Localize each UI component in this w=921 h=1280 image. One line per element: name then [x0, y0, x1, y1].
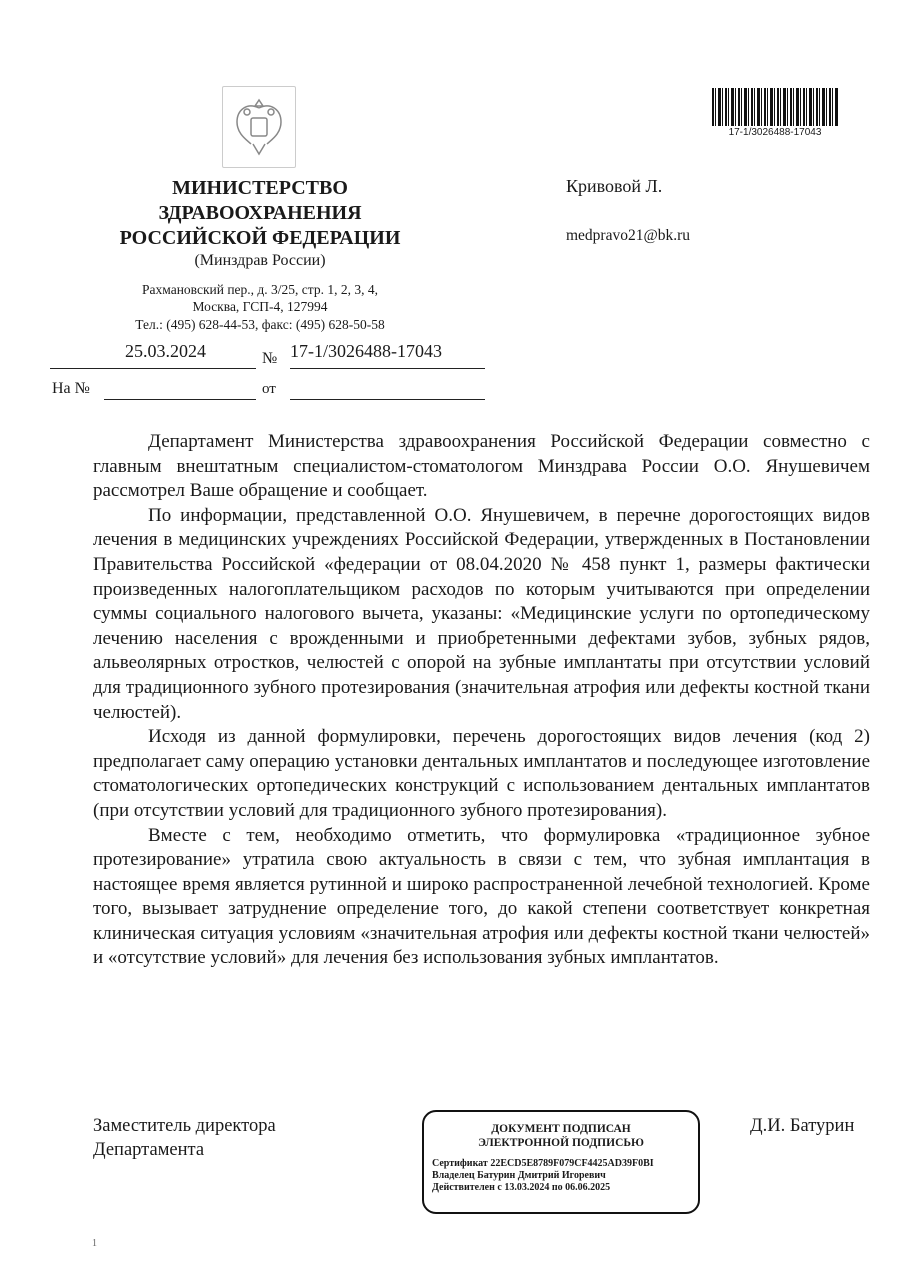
- address-line2: Москва, ГСП-4, 127994: [192, 299, 328, 314]
- org-short-name: (Минздрав России): [194, 252, 326, 269]
- position-line2: Департамента: [93, 1140, 205, 1160]
- paragraph: Исходя из данной формулировки, перечень дорогостоящих видов лечения (код 2) предполагает саму операцию установки дентальных имплантатов и последующее изготовление стоматологических ортопедических конструкций с использованием дентальных имплантатов (при отсутствии условий для традиционного зубного протезирования).: [93, 726, 870, 821]
- certificate-number: Сертификат 22ECD5E8789F079CF4425AD39F0BI: [432, 1158, 654, 1169]
- page-mark: 1: [92, 1238, 97, 1249]
- number-line: [290, 368, 485, 369]
- ref-date-line: [290, 399, 485, 400]
- from-label: от: [262, 381, 276, 397]
- paragraph: По информации, представленной О.О. Янушевичем, в перечне дорогостоящих видов лечения в медицинских учреждениях Российской Федерации, утвержденных в Постановлении Правительства Российской «федерации от 08.04.2020 № 458 пункт 1, размеры фактически произведенных налогоплательщиком расходов по которым учитываются при определении суммы социального налогового вычета, указаны: «Медицинские услуги по ортопедическому лечению населения с врожденными и приобретенными дефектами зубов, зубных рядов, альвеолярных отростков, челюстей с опорой на зубные имплантаты при отсутствии условий для традиционного зубного протезирования (значительная атрофия или дефекты костной ткани челюстей).: [93, 504, 870, 723]
- barcode-text: 17-1/3026488-17043: [728, 127, 822, 138]
- stamp-title-line1: ДОКУМЕНТ ПОДПИСАН: [491, 1123, 631, 1135]
- double-headed-eagle-icon: [229, 92, 289, 162]
- ref-number-line: [104, 399, 256, 400]
- barcode: [712, 88, 838, 126]
- document-date: 25.03.2024: [125, 341, 206, 361]
- electronic-signature-stamp: [422, 1110, 700, 1214]
- stamp-title-line2: ЭЛЕКТРОННОЙ ПОДПИСЬЮ: [478, 1137, 644, 1149]
- stamp-title: [424, 1122, 698, 1150]
- phone-fax: Тел.: (495) 628-44-53, факс: (495) 628-50-58: [135, 317, 385, 332]
- paragraph: Департамент Министерства здравоохранения Российской Федерации совместно с главным внештатным специалистом-стоматологом Минздрава России О.О. Янушевичем рассмотрел Ваше обращение и сообщает.: [93, 431, 870, 502]
- address-line1: Рахмановский пер., д. 3/25, стр. 1, 2, 3, 4,: [142, 282, 378, 297]
- position-line1: Заместитель директора: [93, 1116, 276, 1136]
- recipient-email: medpravo21@bk.ru: [566, 227, 691, 244]
- org-name-line3: РОССИЙСКОЙ ФЕДЕРАЦИИ: [119, 227, 401, 249]
- paragraph: Вместе с тем, необходимо отметить, что формулировка «традиционное зубное протезирование» утратила свою актуальность в связи с тем, что зубная имплантация в настоящее время является рутинной и широко распространенной лечебной технологией. Кроме того, вызывает затруднение определение того, до какой степени соответствует конкретная клиническая ситуация условиям «значительная атрофия или дефекты костной ткани челюстей» и «отсутствие условий» для лечения без использования зубных имплантатов.: [93, 824, 870, 969]
- letter-body: [93, 430, 870, 971]
- coat-of-arms-emblem: [222, 86, 296, 168]
- certificate-validity: Действителен с 13.03.2024 по 06.06.2025: [432, 1182, 611, 1193]
- signer-name: Д.И. Батурин: [750, 1116, 855, 1136]
- recipient-name: Кривовой Л.: [566, 176, 663, 196]
- stamp-info: [432, 1158, 698, 1194]
- signer-position: [93, 1114, 276, 1162]
- number-label: №: [262, 350, 278, 367]
- certificate-owner: Владелец Батурин Дмитрий Игоревич: [432, 1170, 606, 1181]
- org-name-line2: ЗДРАВООХРАНЕНИЯ: [158, 202, 362, 224]
- date-line: [50, 368, 256, 369]
- ref-number-label: На №: [52, 380, 90, 397]
- org-name-line1: МИНИСТЕРСТВО: [172, 177, 348, 199]
- document-number: 17-1/3026488-17043: [290, 341, 442, 361]
